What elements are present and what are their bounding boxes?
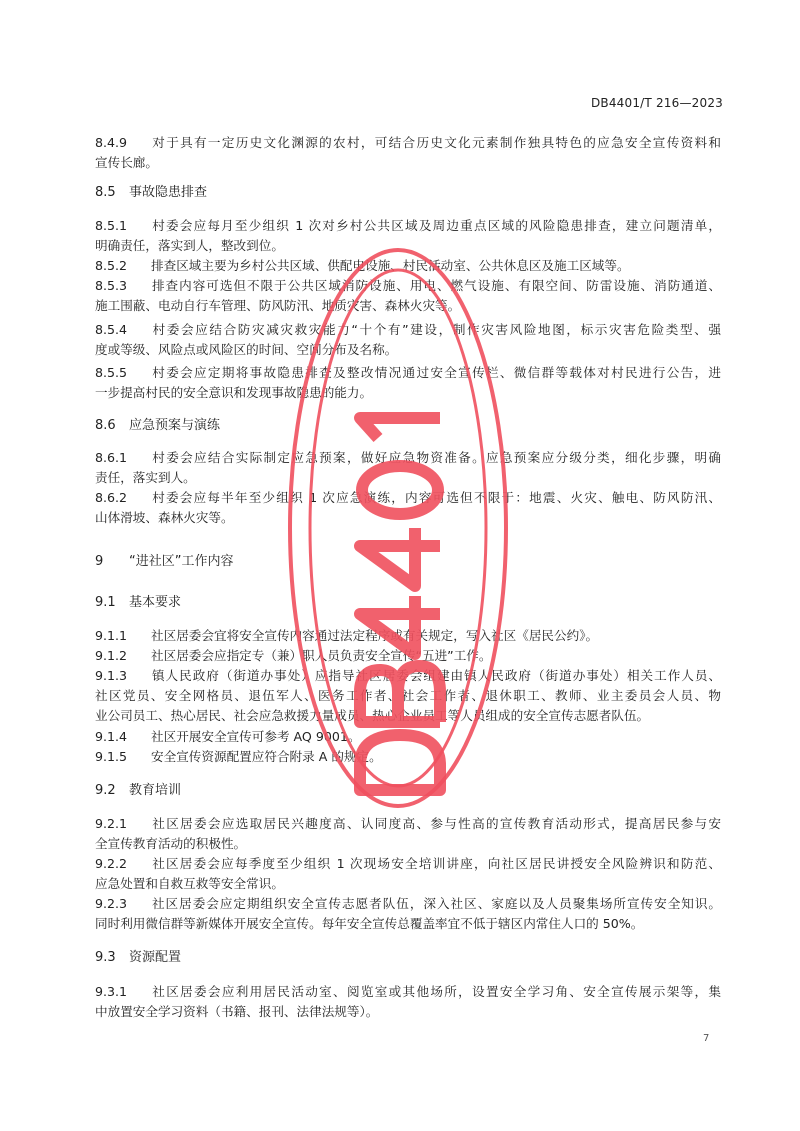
clause-paragraph (95, 216, 721, 256)
text-line (95, 646, 721, 666)
heading-text: 基本要求 (129, 595, 182, 610)
clause-text: 社区居委会应选取居民兴趣度高、认同度高、参与性高的宣传教育活动形式，提高居民参与安 (151, 816, 721, 831)
clause-number: 8.5.4 (95, 322, 128, 337)
clause-number: 8.6.1 (95, 450, 128, 465)
text-line (95, 133, 721, 153)
text-line (95, 854, 721, 874)
clause-number: 8.5.1 (95, 218, 128, 233)
clause-text: 排查内容可选但不限于公共区域消防设施、用电、燃气设施、有限空间、防雷设施、消防通道、 (151, 278, 721, 293)
text-line (95, 593, 721, 613)
text-line (95, 296, 721, 316)
clause-text: 对于具有一定历史文化渊源的农村，可结合历史文化元素制作独具特色的应急安全宣传资料和 (151, 135, 721, 150)
clause-number: 8.5.5 (95, 365, 128, 380)
clause-number: 9.1.4 (95, 729, 128, 744)
section-heading (95, 948, 721, 968)
heading-text: 事故隐患排查 (129, 185, 208, 200)
clause-text: 施工围蔽、电动自行车管理、防风防汛、地质灾害、森林火灾等。 (95, 298, 461, 313)
clause-text: 排查区域主要为乡村公共区域、供配电设施、村民活动室、公共休息区及施工区域等。 (151, 258, 630, 273)
heading-text: 应急预案与演练 (129, 418, 221, 433)
text-line (95, 874, 721, 894)
text-line (95, 948, 721, 968)
clause-number: 9.1.5 (95, 749, 128, 764)
text-line (95, 216, 721, 236)
section-heading (95, 593, 721, 613)
clause-text: 一步提高村民的安全意识和发现事故隐患的能力。 (95, 385, 373, 400)
clause-text: 村委会应结合实际制定应急预案，做好应急物资准备。应急预案应分级分类，细化步骤，明确 (151, 450, 721, 465)
clause-text: 全宣传教育活动的积极性。 (95, 836, 247, 851)
heading-text: “进社区”工作内容 (129, 554, 234, 569)
text-line (95, 552, 721, 572)
section-heading (95, 416, 721, 436)
clause-text: 村委会应定期将事故隐患排查及整改情况通过安全宣传栏、微信群等载体对村民进行公告，进 (151, 365, 721, 380)
clause-text: 社区居委会应利用居民活动室、阅览室或其他场所，设置安全学习角、安全宣传展示架等，集 (151, 984, 721, 999)
text-line (95, 488, 721, 508)
text-line (95, 666, 721, 686)
clause-text: 社区居委会应每季度至少组织 1 次现场安全培训讲座，向社区居民讲授安全风险辨识和防范、 (151, 856, 721, 871)
text-line (95, 276, 721, 296)
text-line (95, 183, 721, 203)
text-line (95, 626, 721, 646)
clause-paragraph (95, 363, 721, 403)
clause-text: 同时利用微信群等新媒体开展安全宣传。每年安全宣传总覆盖率宜不低于辖区内常住人口的 50%。 (95, 916, 644, 931)
clause-number: 8.4.9 (95, 135, 128, 150)
clause-paragraph (95, 727, 721, 747)
clause-paragraph (95, 320, 721, 360)
text-line (95, 747, 721, 767)
text-line (95, 814, 721, 834)
clause-text: 安全宣传资源配置应符合附录 A 的规定。 (151, 749, 382, 764)
clause-text: 社区开展安全宣传可参考 AQ 9001。 (151, 729, 361, 744)
text-line (95, 468, 721, 488)
clause-text: 明确责任，落实到人，整改到位。 (95, 238, 284, 253)
clause-text: 镇人民政府（街道办事处）应指导社区居委会组建由镇人民政府（街道办事处）相关工作人员、 (151, 668, 721, 683)
text-line (95, 686, 721, 706)
clause-text: 社区居委会应指定专（兼）职人员负责安全宣传“五进”工作。 (151, 648, 492, 663)
clause-number: 8.5.3 (95, 278, 128, 293)
clause-text: 度或等级、风险点或风险区的时间、空间分布及名称。 (95, 342, 398, 357)
clause-paragraph (95, 982, 721, 1022)
clause-number: 9.3.1 (95, 984, 128, 999)
clause-text: 业公司员工、热心居民、社会应急救援力量成员、热心企业员工等人员组成的安全宣传志愿者队伍。 (95, 708, 650, 723)
text-line (95, 320, 721, 340)
text-line (95, 834, 721, 854)
clause-text: 责任，落实到人。 (95, 470, 196, 485)
clause-number: 9 (95, 554, 104, 569)
heading-text: 资源配置 (129, 950, 182, 965)
text-line (95, 256, 721, 276)
clause-text: 山体滑坡、森林火灾等。 (95, 510, 234, 525)
text-line (95, 508, 721, 528)
heading-text: 教育培训 (129, 783, 182, 798)
clause-number: 8.5.2 (95, 258, 128, 273)
clause-paragraph (95, 256, 721, 276)
clause-number: 9.1.2 (95, 648, 128, 663)
clause-number: 9.1.1 (95, 628, 128, 643)
clause-text: 村委会应每月至少组织 1 次对乡村公共区域及周边重点区域的风险隐患排查，建立问题清单， (151, 218, 721, 233)
clause-text: 中放置安全学习资料（书籍、报刊、法律法规等）。 (95, 1004, 379, 1019)
clause-number: 9.1 (95, 595, 116, 610)
page-number: 7 (703, 1033, 710, 1044)
section-heading (95, 183, 721, 203)
text-line (95, 982, 721, 1002)
text-line (95, 448, 721, 468)
text-line (95, 363, 721, 383)
clause-paragraph (95, 747, 721, 767)
clause-number: 8.6 (95, 418, 116, 433)
clause-paragraph (95, 626, 721, 646)
clause-text: 村委会应每半年至少组织 1 次应急演练，内容可选但不限于：地震、火灾、触电、防风防汛、 (151, 490, 721, 505)
text-line (95, 383, 721, 403)
section-heading (95, 781, 721, 801)
text-line (95, 153, 721, 173)
clause-paragraph (95, 854, 721, 894)
clause-number: 8.5 (95, 185, 116, 200)
clause-number: 9.2 (95, 783, 116, 798)
document-code-header: DB4401/T 216—2023 (590, 96, 723, 110)
text-line (95, 914, 721, 934)
clause-paragraph (95, 133, 721, 173)
clause-text: 村委会应结合防灾减灾救灾能力“十个有”建设，制作灾害风险地图，标示灾害危险类型、强 (151, 322, 721, 337)
clause-text: 应急处置和自救互救等安全常识。 (95, 876, 284, 891)
clause-number: 9.1.3 (95, 668, 128, 683)
clause-number: 9.2.2 (95, 856, 128, 871)
text-line (95, 781, 721, 801)
clause-text: 社区居委会应定期组织安全宣传志愿者队伍，深入社区、家庭以及人员聚集场所宣传安全知识。 (151, 896, 721, 911)
text-line (95, 1002, 721, 1022)
clause-text: 社区党员、安全网格员、退伍军人、医务工作者、社会工作者、退休职工、教师、业主委员会人员、物 (95, 688, 721, 703)
clause-paragraph (95, 666, 721, 726)
text-line (95, 236, 721, 256)
clause-paragraph (95, 488, 721, 528)
clause-text: 宣传长廊。 (95, 155, 158, 170)
text-line (95, 416, 721, 436)
clause-number: 9.2.3 (95, 896, 128, 911)
clause-number: 9.3 (95, 950, 116, 965)
clause-paragraph (95, 276, 721, 316)
clause-number: 8.6.2 (95, 490, 128, 505)
text-line (95, 706, 721, 726)
section-heading (95, 552, 721, 572)
clause-paragraph (95, 448, 721, 488)
clause-paragraph (95, 646, 721, 666)
clause-paragraph (95, 894, 721, 934)
clause-paragraph (95, 814, 721, 854)
clause-text: 社区居委会宜将安全宣传内容通过法定程序或有关规定，写入社区《居民公约》。 (151, 628, 599, 643)
clause-number: 9.2.1 (95, 816, 128, 831)
text-line (95, 894, 721, 914)
text-line (95, 727, 721, 747)
text-line (95, 340, 721, 360)
